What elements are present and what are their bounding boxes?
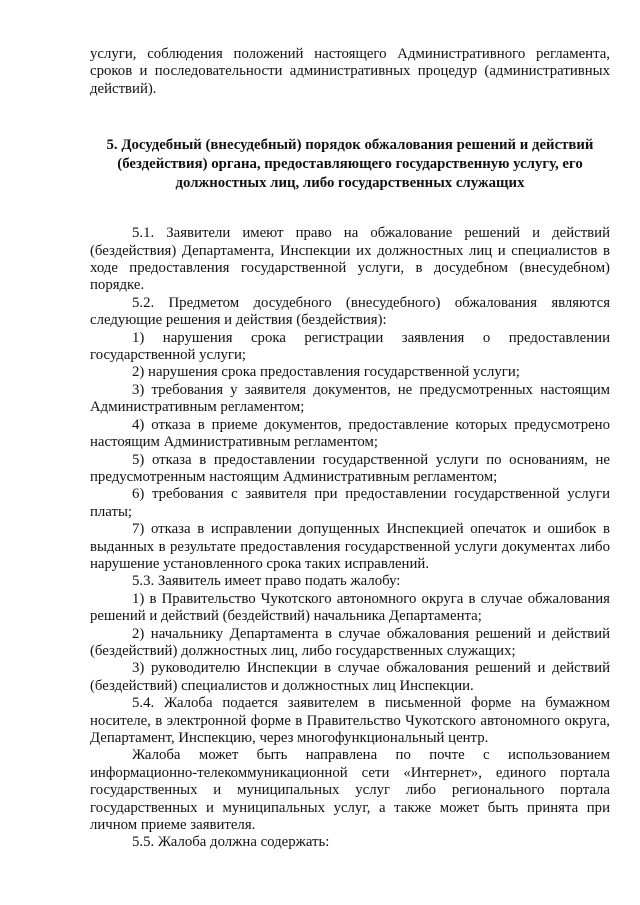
list-item-5-2-2: 2) нарушения срока предоставления государственной услуги;: [132, 364, 520, 381]
list-item-5-2-7: 7) отказа в исправлении допущенных Инспекцией опечаток и ошибок в выданных в результате предоставления государственной услуги документах либо нарушение установленного срока таких исправлений.: [90, 521, 610, 572]
intro-paragraph: услуги, соблюдения положений настоящего Административного регламента, сроков и последовательности административных процедур (административных действий).: [90, 46, 610, 97]
paragraph-5-4-continued: Жалоба может быть направлена по почте с использованием информационно-телекоммуникационной сети «Интернет», единого портала государственных и муниципальных услуг либо регионального портала государственных и муниципальных услуг, а также может быть принята при личном приеме заявителя.: [90, 747, 610, 834]
paragraph-5-4: 5.4. Жалоба подается заявителем в письменной форме на бумажном носителе, в электронной форме в Правительство Чукотского автономного округа, Департамент, Инспекцию, через многофункциональный центр.: [90, 695, 610, 746]
section-heading: 5. Досудебный (внесудебный) порядок обжалования решений и действий (бездействия) органа, предоставляющего государственную услугу, его должностных лиц, либо государственных служащих: [106, 137, 594, 192]
list-item-5-2-5: 5) отказа в предоставлении государственной услуги по основаниям, не предусмотренным настоящим Административным регламентом;: [90, 451, 610, 485]
list-item-5-2-1: 1) нарушения срока регистрации заявления о предоставлении государственной услуги;: [90, 329, 610, 364]
paragraph-5-5: 5.5. Жалоба должна содержать:: [132, 834, 330, 851]
list-item-5-2-4: 4) отказа в приеме документов, предоставление которых предусмотрено настоящим Административным регламентом;: [90, 416, 610, 451]
paragraph-5-1: 5.1. Заявители имеют право на обжалование решений и действий (бездействия) Департамента, Инспекции их должностных лиц и специалистов в ходе предоставления государственной услуги, в досудебном (внесудебном) порядке.: [90, 225, 610, 294]
list-item-5-3-1: 1) в Правительство Чукотского автономного округа в случае обжалования решений и действий (бездействий) начальника Департамента;: [90, 590, 610, 625]
paragraph-5-3: 5.3. Заявитель имеет право подать жалобу:: [132, 573, 401, 590]
paragraph-5-2: 5.2. Предметом досудебного (внесудебного) обжалования являются следующие решения и действия (бездействия):: [90, 294, 610, 329]
list-item-5-2-3: 3) требования у заявителя документов, не предусмотренных настоящим Административным регламентом;: [90, 381, 610, 416]
list-item-5-3-3: 3) руководителю Инспекции в случае обжалования решений и действий (бездействий) специалистов и должностных лиц Инспекции.: [90, 660, 610, 694]
list-item-5-3-2: 2) начальнику Департамента в случае обжалования решений и действий (бездействий) должностных лиц, либо государственных служащих;: [90, 625, 610, 659]
list-item-5-2-6: 6) требования с заявителя при предоставлении государственной услуги платы;: [90, 486, 610, 520]
